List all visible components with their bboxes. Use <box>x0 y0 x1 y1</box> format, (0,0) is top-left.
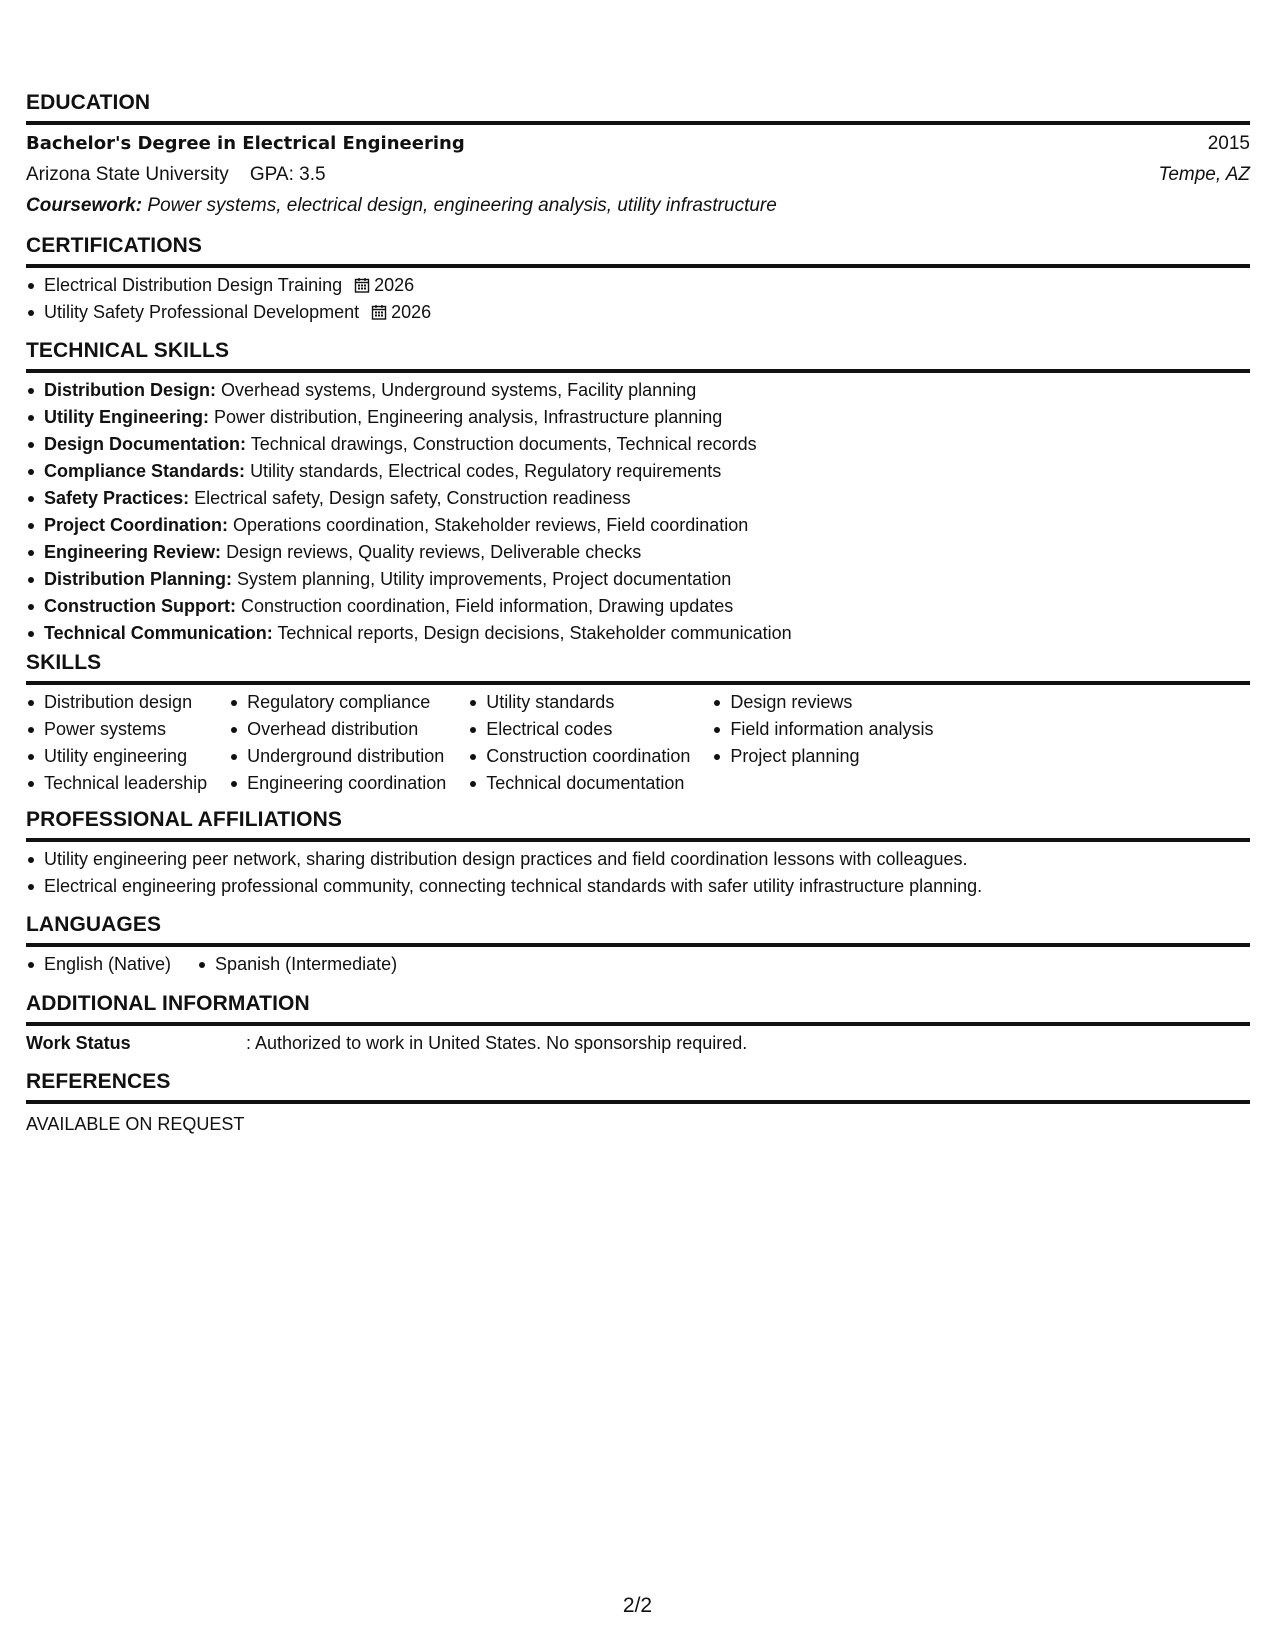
skill-item: Project planning <box>712 743 933 770</box>
work-status-value: : Authorized to work in United States. No sponsorship required. <box>246 1033 748 1053</box>
affiliation-item: Utility engineering peer network, sharing distribution design practices and field coordination lessons with colleagues. <box>26 846 1250 873</box>
coursework-label: Coursework: <box>26 195 143 216</box>
section-heading-technical-skills: TECHNICAL SKILLS <box>26 338 1250 373</box>
references-text: AVAILABLE ON REQUEST <box>26 1114 245 1134</box>
skill-item: Power systems <box>26 716 207 743</box>
skill-item: Overhead distribution <box>229 716 446 743</box>
section-heading-skills: SKILLS <box>26 650 1250 685</box>
technical-skill-item: Distribution Design: Overhead systems, Underground systems, Facility planning <box>26 377 1250 404</box>
certification-item: Utility Safety Professional Development 2026 <box>26 299 1250 326</box>
skill-item: Field information analysis <box>712 716 933 743</box>
skill-item: Underground distribution <box>229 743 446 770</box>
language-item: English (Native) <box>26 951 171 978</box>
work-status-label: Work Status <box>26 1033 131 1053</box>
skill-item: Utility engineering <box>26 743 207 770</box>
skills-column <box>712 689 933 797</box>
section-heading-references: REFERENCES <box>26 1069 1250 1104</box>
technical-skills-section <box>26 338 1250 647</box>
skills-column <box>26 689 207 797</box>
section-heading-additional-information: ADDITIONAL INFORMATION <box>26 991 1250 1026</box>
coursework-text: Power systems, electrical design, engineering analysis, utility infrastructure <box>147 195 777 216</box>
technical-skill-item: Project Coordination: Operations coordination, Stakeholder reviews, Field coordination <box>26 512 1250 539</box>
technical-skill-item: Construction Support: Construction coordination, Field information, Drawing updates <box>26 593 1250 620</box>
certifications-section <box>26 233 1250 326</box>
technical-skill-item: Engineering Review: Design reviews, Quality reviews, Deliverable checks <box>26 539 1250 566</box>
skill-item: Design reviews <box>712 689 933 716</box>
graduation-year: 2015 <box>1207 133 1250 154</box>
skill-item: Distribution design <box>26 689 207 716</box>
school-location: Tempe, AZ <box>1158 164 1250 185</box>
references-section <box>26 1069 1250 1138</box>
language-item: Spanish (Intermediate) <box>197 951 397 978</box>
technical-skill-item: Distribution Planning: System planning, Utility improvements, Project documentation <box>26 566 1250 593</box>
technical-skill-item: Design Documentation: Technical drawings, Construction documents, Technical records <box>26 431 1250 458</box>
languages-section <box>26 912 1250 978</box>
section-heading-certifications: CERTIFICATIONS <box>26 233 1250 268</box>
section-heading-education: EDUCATION <box>26 90 1250 125</box>
skill-item: Electrical codes <box>468 716 690 743</box>
skill-item: Engineering coordination <box>229 770 446 797</box>
page-number: 2/2 <box>622 1594 653 1617</box>
skill-item: Technical leadership <box>26 770 207 797</box>
affiliation-item: Electrical engineering professional community, connecting technical standards with safer utility infrastructure planning. <box>26 873 1250 900</box>
skill-item: Construction coordination <box>468 743 690 770</box>
gpa: GPA: 3.5 <box>249 164 326 185</box>
affiliations-section <box>26 807 1250 900</box>
section-heading-affiliations: PROFESSIONAL AFFILIATIONS <box>26 807 1250 842</box>
education-section <box>26 90 1250 221</box>
skill-item: Technical documentation <box>468 770 690 797</box>
skills-section <box>26 650 1250 797</box>
skill-item: Regulatory compliance <box>229 689 446 716</box>
skills-column <box>229 689 446 797</box>
section-heading-languages: LANGUAGES <box>26 912 1250 947</box>
school-name: Arizona State University <box>26 164 229 185</box>
skills-column <box>468 689 690 797</box>
technical-skill-item: Utility Engineering: Power distribution, Engineering analysis, Infrastructure planning <box>26 404 1250 431</box>
certification-item: Electrical Distribution Design Training 2026 <box>26 272 1250 299</box>
technical-skill-item: Safety Practices: Electrical safety, Design safety, Construction readiness <box>26 485 1250 512</box>
technical-skill-item: Technical Communication: Technical reports, Design decisions, Stakeholder communication <box>26 620 1250 647</box>
skill-item: Utility standards <box>468 689 690 716</box>
additional-information-section <box>26 991 1250 1057</box>
technical-skill-item: Compliance Standards: Utility standards, Electrical codes, Regulatory requirements <box>26 458 1250 485</box>
degree-title: Bachelor's Degree in Electrical Engineering <box>26 133 465 154</box>
calendar-icon <box>354 277 370 293</box>
calendar-icon <box>371 304 387 320</box>
